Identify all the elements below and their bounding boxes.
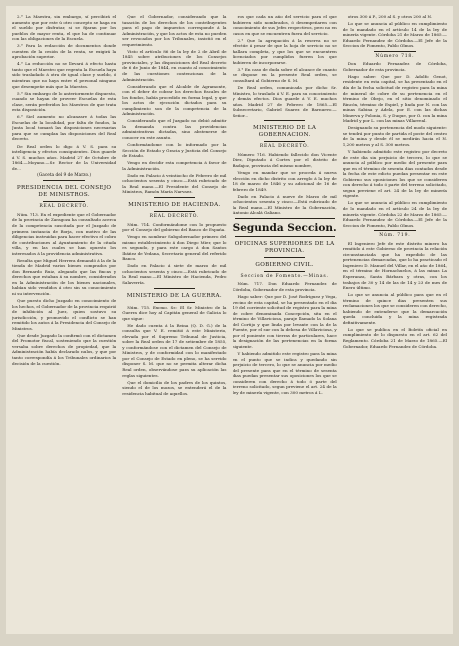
section-divider — [154, 211, 196, 212]
section-heading: MINISTERIO DE LA GUERRA. — [126, 292, 222, 299]
article-paragraph: Resulta que Miguel Herrera demandó á la de la tienda de Madrid varios bienes comprados por don Bernardo Ruiz, alegando que las fincas y derechos que estaban á su nombre, considerados en la Administración de los bienes nacionales, habían sido vendidos á otro sin su conocimiento ni su intervención. — [12, 257, 117, 297]
article-paragraph: Lo que se anuncia al público para que en el término de quince dias presenten sus reclamaciones los que se consideren con derecho, habiendo de entenderse que la demarcación queda concluida y la mina registrada definitivamente. — [342, 292, 447, 325]
section-divider — [154, 288, 196, 289]
subheading: REAL DECRETO. — [39, 204, 89, 210]
section-divider — [154, 197, 196, 198]
newspaper-page — [6, 6, 453, 634]
subheading: REAL DECRETO. — [259, 144, 310, 150]
article-paragraph: 3.° Para la redacción de documentos donde cuenten de la cesión de la renta, se exigirá la aprobación superior. — [12, 43, 117, 60]
article-paragraph: 3.° En caso de duda sobre el alcance de cuanto se dispone en la presente Real orden, se consultará al Gobierno de S. M. — [232, 66, 337, 84]
article-paragraph: Que desde Juzgado la confirmó con el dictamen del Promotor fiscal, sosteniendo que la cuestión versaba sobre derechos de propiedad, que la Administración había declarado nulos, y que por tanto correspondía á los Tribunales ordinarios la decisión de la cuestión. — [12, 332, 117, 366]
article-paragraph: Que el domicilio de los padres de los quintos, siendo el de los mozos, se entenderá el de la residencia habitual de aquellos. — [122, 379, 227, 396]
section-divider — [154, 302, 196, 303]
section-heading: PRESIDENCIA DEL CONSEJO DE MINISTROS. — [16, 185, 112, 199]
article-paragraph: Hago saber: Que por D. José Rodriguez y Vega, vecino de esta capital, se ha presentado en el dia 19 del corriente solicitud de registro para la mina de cobre denominada Concepción, sita en el término de Villaviciosa, paraje llamado la Solana del Cortijo y que linda por levante con la de la Fuente, por el sur con la dehesa de Villaviciosa, y por el poniente con tierras de particulares, hace la designación de las pertenencias en la forma siguiente. — [232, 294, 337, 349]
section-heading: GOBIERNO CIVIL. — [255, 261, 314, 268]
article-paragraph: ros que cada un año del servicio para el que hubieren sido nombrados, ó desempeñaren con conocimiento de sus Jefes respectivos, pero no en casos en que se encuentren fuera del servicio. — [232, 14, 337, 36]
article-paragraph: Y habiendo admitido este registro para la mina en el punto que se indica y quedando sin perjuicio de tercero, lo que se anuncia por medio del presente para que en el término de sesenta dias puedan presentar sus oposiciones los que se consideren con derecho á todo ó parte del terreno solicitado, segun previene el art. 24 de la ley de minería vigente, con 300 metros á L. — [232, 351, 337, 395]
subheading: Número 718. — [375, 53, 415, 59]
article-paragraph: Don Eduardo Fernandez de Córdoba, Gobernador de esta provincia. — [342, 61, 447, 72]
section-heading: MINISTERIO DE HACIENDA. — [128, 201, 221, 208]
section-divider — [264, 271, 306, 272]
section-divider — [43, 180, 85, 181]
article-paragraph: Hago saber: Que por D. Adolfo Genot, residente en esta capital, se ha presentado en el día de la fecha solicitud de registro para la mina de mineral de cobre de su pertenencia en el término de Obejo, en el sitio denominado el Rincón, término de Espiel, y linda por N. con las minas Sabina y Adela, por E. con las dichas Minerva y Polonia, S. y Duque, por O. con la mina Madrid y por L. con las minas Villarreal. — [342, 73, 447, 124]
article-paragraph: 6.° Siel aumento no alcanzare á todas las Escuelas de la localidad, por falta de fondos, la Junta local tomará las disposiciones necesarias para que se cumplan las disposiciones del Real decreto. — [12, 114, 117, 142]
section-heading: MINISTERIO DE LA GOBERNACION. — [253, 125, 317, 139]
subheading: Núm. 719. — [379, 233, 411, 239]
article-paragraph: 2.° La Maestra, sin embargo, sí percibirá el aumento que por este ú otro concepto se haga en el sueldo por disfrutar, si se fijaran por los pueblos de mayor renta, el que ha de continuar con las obligaciones de la Escuela. — [12, 14, 117, 42]
article-paragraph: Núm. 715. Excmo. Sr.: El Sr. Ministro de la Guerra dice hoy al Capitán general de Galicia lo que sigue: — [122, 304, 227, 321]
subheading: Seccion de Fomento.—Minas. — [240, 273, 329, 279]
article-paragraph: El Ingeniero Jefe de este distrito minero ha remitido á este Gobierno de provincia la relación circunstanciada que ha expedido de las pertenencias demarcadas, que lo ha practicado el Ingeniero D. Manuel del Villar, en el año de 1864, en el término de Hornachuelos, á las minas La Esperanza, Santa Bárbara y otras, con los trabajos de 30 y 14 de las de 14 y 23 de mes de Enero último. — [342, 240, 447, 291]
article-paragraph: Y habiendo admitido este registro por decreto de este dia sin perjuicio de tercero, lo que se anuncia al público por medio del presente para que en el término de sesenta dias contados desde la fecha de este edicto puedan presentar en este Gobierno sus oposiciones los que se consideren con derecho á todo ó parte del terreno solicitado, segun previene el art. 24 de la ley de minería vigente. — [342, 149, 447, 199]
article-paragraph: 5.° Sin embargo de lo anteriormente dispuesto, cuando se hayan de proveer Escuelas de esta clase, serán preferidos los Maestros de que trata esta disposición. — [12, 90, 117, 113]
section-divider — [43, 201, 85, 202]
article-paragraph: Visto el artículo 86 de la ley de 2 de Abril de 1845 sobre atribuciones de los Consejos provinciales, y las disposiciones del Real decreto de 6 de Junio de 1844, en cuanto al conocimiento de las cuestiones contenciosas de la Administración. — [122, 48, 227, 82]
article-paragraph: Núm. 713. En el expediente que el Gobernador de la provincia de Zaragoza ha consultado acerca de la competencia suscitada por el Juzgado de primera instancia de Borja, con motivo de las diligencias instruidas para hacer efectivo el cobro de contribuciones al Ayuntamiento de la citada villa, y en las cuales se han opuesto los interesados á la providencia administrativa. — [12, 211, 117, 256]
section-divider — [374, 230, 416, 231]
column-2 — [122, 14, 226, 626]
gazette-reference: (Gaceta del 9 de Marzo.) — [37, 172, 92, 178]
article-paragraph: De Real orden, comunicada por dicho Sr. Ministro, lo traslado á V. E. para su conocimiento y demás efectos. Dios guarde á V. E. muchos años. Madrid 27 de Febrero de 1865.—El Subsecretario, Gabriel Suarez de Barnuevo.—Señor... — [232, 85, 337, 118]
article-paragraph: Lo que se publica en el Boletín oficial en cumplimiento de lo dispuesto en el art. 62 del Reglamento. Córdoba 21 de Marzo de 1865.—El Gobernador, Eduardo Fernandez de Córdoba. — [342, 326, 447, 349]
article-paragraph: De Real orden lo digo á V. S. para su inteligencia y efectos consiguientes. Dios guarde á V. S. muchos años. Madrid 27 de Octubre de 1864.—Moyano.—Sr. Rector de la Universidad de... — [12, 143, 117, 171]
column-grid — [12, 14, 447, 626]
article-paragraph: Considerando que el Alcalde de Agramonte, con el deber de cobrar los derechos fiscales de los fondos, había procedido en forma legal, y que los actos de ejecución dictados para su cumplimiento son de la competencia de la Administración. — [122, 83, 227, 117]
article-paragraph: Núm. 717. Don Eduardo Fernandez de Córdoba, Gobernador de esta provincia. — [232, 281, 337, 292]
article-paragraph: Lo que se anuncia al público en cumplimiento de lo mandado en el artículo 14 de la ley de minería vigente. Córdoba 21 de Marzo de 1865.—Eduardo Fernandez de Córdoba.—El Jefe de la Seccion de Fomento, Pablo Olmos. — [342, 21, 447, 49]
article-paragraph: 2.° Que la agrupación á la reserva no se efectúe á pesar de que la hoja de servicio no se hallara completa, y que los que se encuentren licenciados por cumplidos fueren los que hubieren de incorporarse. — [232, 37, 337, 65]
article-paragraph: Vengo en nombrar Subgobernador primero del mismo establecimiento á don Diego Mier, que lo es segundo, y para este cargo á don Santos Ibáñez de Yedana, Secretario general del referido Banco. — [122, 234, 227, 262]
article-paragraph: Vengo en decidir esta competencia á favor de la Administración. — [122, 160, 227, 171]
section-divider — [374, 51, 416, 52]
column-3 — [233, 14, 337, 626]
article-paragraph: Dado en Palacio á nueve de Marzo de mil ochocientos sesenta y cinco.—Está rubricado de la Real mano.—El Ministro de la Gobernación, Antonio Alcalá Galiano. — [232, 193, 337, 216]
section-divider — [235, 218, 335, 219]
article-paragraph: Que puesto dicho Juzgado en conocimiento de los hechos, el Gobernador de la provincia requirió de inhibición al Juez, quien sostuvo su jurisdicción, y promovido el conflicto se han remitido los autos á la Presidencia del Consejo de Ministros. — [12, 298, 117, 331]
article-paragraph: Que el Gobernador, considerando que la tasación de los derechos de los contribuyentes para el pago de impuestos corresponde á la Administración, y que los actos de esta no pueden ser revocados por los Tribunales, insistió en el requerimiento. — [122, 14, 227, 47]
section-divider — [264, 120, 306, 121]
article-paragraph: Vengo en mandar que se proceda á nueva elección en dicho distrito con arreglo á la ley de 18 de marzo de 1846 y su adicional de 16 de febrero de 1849. — [232, 170, 337, 192]
section-divider — [235, 236, 335, 237]
section-heading: OFICINAS SUPERIORES DE LA PROVINCIA. — [234, 240, 335, 254]
article-paragraph: Número 716. Habiendo fallecido don Vicente Diez, Diputado á Cortes por el distrito de Badajoz, provincia del mismo nombre, — [232, 151, 337, 168]
article-paragraph: He dado cuenta á la Reina (Q. D. G.) de la consulta que V. E. remitió á este Ministerio, elevada por el Supremo Tribunal de Justicia, sobre la Real orden de 17 de setiembre de 1855, y conformándose con el dictamen del Consejo de Ministros, y de conformidad con lo manifestado por el Consejo de Estado en pleno, se ha servido disponer S. M. que no se permita alterar dicha Real orden, observándose para su aplicación las reglas siguientes. — [122, 322, 227, 378]
column-4 — [343, 14, 447, 626]
article-paragraph: Designando su pertenencia del modo siguiente: se tendrá por punto de partida el poste del centro de la mina y desde él se medirán hacia el N. 1,200 metros y al S. 300 metros. — [342, 125, 447, 147]
article-paragraph: Lo que se anuncia al público en cumplimiento de lo mandado en el artículo 24 de la ley de minería vigente. Córdoba 22 de Marzo de 1865.—Eduardo Fernandez de Córdoba.—El Jefe de la Seccion de Fomento, Pablo Olmos. — [342, 200, 447, 228]
article-paragraph: otros 300 á P., 200 al S. y otros 200 al N. — [347, 14, 433, 19]
article-paragraph: Dado en Palacio á veintiocho de Febrero de mil ochocientos sesenta y cinco.—Está rubricado de la Real mano.—El Presidente del Consejo de Ministros, Ramón María Narvaez. — [122, 172, 227, 195]
article-paragraph: Núm. 714. Conformándome con lo propuesto por el Consejo del gobierno del Banco de España. — [122, 221, 227, 233]
article-paragraph: Considerando que el Juzgado no debió admitir la demanda contra las providencias administrativas dictadas, sino abstenerse de conocer en este asunto. — [122, 118, 227, 140]
article-paragraph: Dado en Palacio á siete de marzo de mil ochocientos sesenta y cinco.—Está rubricado de la Real mano.—El Ministro de Hacienda, Pedro Salaverría. — [122, 263, 227, 285]
article-paragraph: 4.° La reducción no se llevará á efecto hasta tanto que el Maestro que regenta la Escuela haya sido trasladado á otra de igual clase y sueldo, ó mientras que no haya entre el personal ninguno que desempeñe más que la Maestra. — [12, 61, 117, 89]
section-divider — [264, 257, 306, 258]
section-divider — [264, 141, 306, 142]
article-paragraph: Conformándome con lo informado por la Sección de Estado y Gracia y Justicia del Consejo de Estado. — [122, 142, 227, 159]
column-1 — [12, 14, 116, 626]
subheading: REAL DECRETO. — [149, 213, 200, 219]
major-section-title: Segunda Seccion. — [232, 221, 337, 234]
